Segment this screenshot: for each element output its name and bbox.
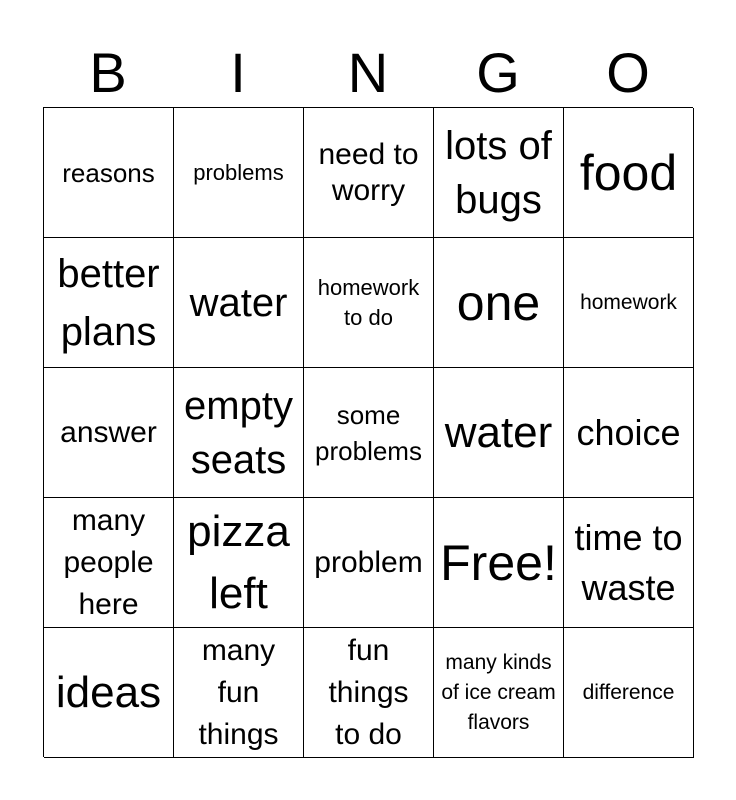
header-letter-g: G [476, 41, 520, 104]
cell-text: choice [576, 411, 681, 453]
bingo-cell[interactable] [174, 498, 304, 628]
cell-text: many kinds of ice cream flavors [441, 650, 556, 734]
cell-text: ideas [55, 667, 162, 717]
bingo-cell[interactable] [564, 238, 694, 368]
bingo-cell[interactable] [564, 368, 694, 498]
bingo-cell[interactable] [434, 108, 564, 238]
cell-text: water [444, 407, 553, 457]
cell-text: better plans [57, 251, 160, 354]
cell-text: time to waste [574, 516, 683, 608]
bingo-cell[interactable] [44, 108, 174, 238]
bingo-cell[interactable] [304, 108, 434, 238]
bingo-cell[interactable] [304, 238, 434, 368]
cell-text: one [456, 274, 541, 331]
bingo-cell[interactable] [174, 628, 304, 758]
cell-text: Free! [440, 534, 557, 591]
bingo-cell[interactable] [304, 368, 434, 498]
cell-text: homework to do [317, 274, 420, 330]
cell-text: problems [193, 159, 284, 185]
cell-text: lots of bugs [445, 123, 552, 222]
cell-text: many people here [63, 503, 154, 621]
bingo-cell[interactable] [174, 238, 304, 368]
cell-text: homework [580, 290, 677, 314]
bingo-board [43, 107, 693, 757]
bingo-cell[interactable] [44, 238, 174, 368]
bingo-cell[interactable] [564, 628, 694, 758]
cell-text: some problems [315, 399, 422, 466]
header-letter-n: N [347, 41, 389, 104]
header-letter-o: O [606, 41, 650, 104]
cell-text: problem [314, 545, 423, 579]
bingo-cell[interactable] [434, 498, 564, 628]
bingo-cell[interactable] [564, 108, 694, 238]
cell-text: answer [60, 415, 157, 449]
cell-text: reasons [62, 157, 155, 188]
bingo-cell[interactable] [174, 108, 304, 238]
bingo-cell[interactable] [174, 368, 304, 498]
cell-text: empty seats [184, 383, 293, 482]
bingo-cell[interactable] [44, 368, 174, 498]
bingo-cell[interactable] [434, 368, 564, 498]
bingo-cell[interactable] [434, 628, 564, 758]
bingo-header [43, 40, 693, 106]
bingo-cell[interactable] [304, 628, 434, 758]
cell-text: difference [582, 680, 675, 704]
cell-text: pizza left [187, 506, 290, 618]
cell-text: fun things to do [328, 633, 409, 751]
cell-text: many fun things [198, 633, 279, 751]
bingo-cell[interactable] [434, 238, 564, 368]
header-letter-b: B [89, 41, 127, 104]
bingo-cell[interactable] [44, 498, 174, 628]
cell-text: food [579, 144, 678, 201]
bingo-cell[interactable] [44, 628, 174, 758]
bingo-cell[interactable] [564, 498, 694, 628]
bingo-cell[interactable] [304, 498, 434, 628]
cell-text: water [189, 280, 288, 325]
header-letter-i: I [230, 41, 246, 104]
cell-text: need to worry [318, 137, 419, 207]
